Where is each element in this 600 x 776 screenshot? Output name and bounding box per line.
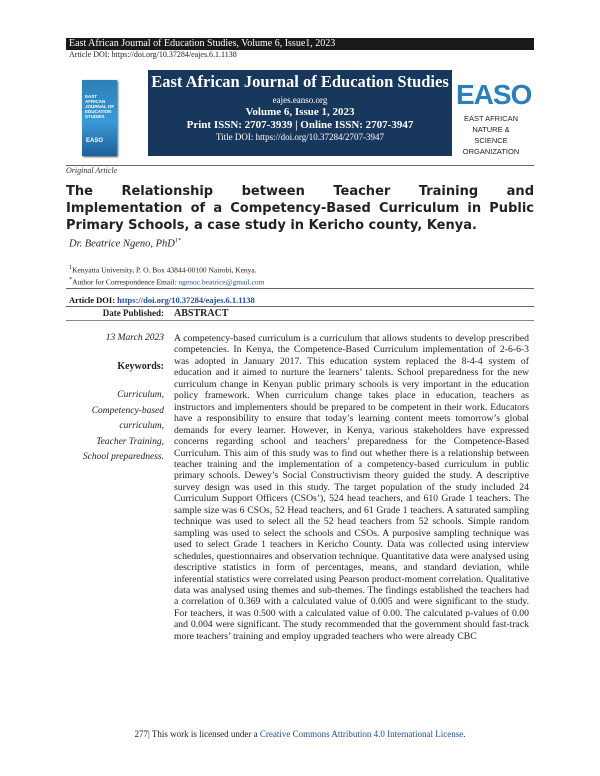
organization-name	[456, 113, 526, 157]
journal-website[interactable]: eajes.eanso.org	[272, 95, 328, 105]
divider	[66, 165, 534, 166]
article-type: Original Article	[66, 166, 118, 175]
keyword: Competency-based curriculum,	[91, 405, 164, 431]
corr-superscript: *	[69, 276, 73, 283]
org-line: NATURE &	[472, 125, 510, 134]
article-doi	[69, 295, 255, 305]
correspondence-email[interactable]: ngenoc.beatrice@gmail.com	[178, 277, 265, 287]
volume-issue: Volume 6, Issue 1, 2023	[245, 106, 355, 118]
keyword: School preparedness.	[82, 452, 164, 462]
author-line	[69, 238, 181, 250]
correspondence-line	[69, 275, 264, 287]
article-doi-header: Article DOI: https://doi.org/10.37284/eajes.6.1.1138	[69, 50, 237, 59]
issn-line: Print ISSN: 2707-3939 | Online ISSN: 2707-3947	[186, 119, 414, 131]
affiliation-line	[69, 263, 264, 275]
journal-header-bar	[66, 38, 534, 50]
journal-title: East African Journal of Education Studies	[151, 72, 449, 91]
org-line: EAST AFRICAN	[463, 114, 519, 123]
date-published-label: Date Published:	[102, 308, 164, 318]
license-prefix: | This work is licensed under a	[147, 729, 260, 739]
license-suffix: .	[463, 729, 466, 739]
page-footer	[0, 729, 600, 739]
title-doi[interactable]: Title DOI: https://doi.org/10.37284/2707-3947	[215, 132, 384, 142]
page-number: 277	[134, 729, 148, 739]
article-title: The Relationship between Teacher Training and Implementation of a Competency-Based Curriculum in Public Primary Schools, a case study in Kericho county, Kenya.	[66, 184, 534, 233]
abstract-heading: ABSTRACT	[174, 308, 229, 319]
divider	[66, 306, 534, 307]
keywords-list	[66, 388, 164, 466]
correspondence-label: Author for Correspondence Email:	[72, 277, 179, 287]
easo-logo: EASO	[456, 79, 532, 110]
journal-header-text: East African Journal of Education Studies, Volume 6, Issue1, 2023	[69, 38, 336, 49]
article-doi-link[interactable]: https://doi.org/10.37284/eajes.6.1.1138	[117, 295, 255, 305]
keyword: Teacher Training,	[96, 436, 164, 447]
abstract-text: A competency-based curriculum is a curriculum that allows students to develop prescribed competencies. In Kenya, the Competence-Based Curriculum implementation of 2-6-6-3 was adopted in January 2017. This education system replaced the 8-4-4 system of education and it aimed to nurture the learners’ talents. School preparedness for the new curriculum change in Kenyan public primary schools is very important in the education policy framework. When curriculum change takes place in education, teachers as instructors and implementers should be prepared to be competent in their work. Educators have a responsibility to ensure that today’s learning content meets tomorrow’s global demands for every learner. However, in Kenya, various stakeholders have expressed concerns regarding school and teachers’ preparedness for the Competence-Based Curriculum. This aim of this study was to find out whether there is a relationship between teacher training and the implementation of a competency-based curriculum in public primary schools. Dewey’s Social Constructivism theory guided the study. A descriptive survey design was used in this study. The target population of the study included 24 Curriculum Support Officers (CSOs’), 524 head teachers, and 610 Grade 1 teachers. The sample size was 6 CSOs, 52 Head teachers, and 61 Grade 1 teachers. A saturated sampling technique was used to select all the 52 head teachers from 52 schools. Simple random sampling was used to select the schools and CSOs. A purposive sampling technique was used to select Grade 1 teachers in Kericho County. Data was collected using interview schedules, questionnaires and observation technique. Quantitative data were analysed using descriptive statistics in form of percentages, means, and standard deviation, while inferential statistics were correlated using Pearson product-moment correlation. Qualitative data was analysed using themes and sub-themes. The findings established the teachers had a correlation of 0.369 with a calculated value of 0.005 and were significant to the study. For teachers, it was 0.500 with a calculated value of 0.00. The calculated p-values of 0.00 and 0.004 were significant. The study recommended that the government should fast-track more teachers’ training and employ upgraded teachers who were already CBC	[174, 333, 529, 642]
author-superscript: 1*	[174, 238, 181, 244]
affiliations	[69, 263, 264, 287]
affiliation-text: Kenyatta University, P. O. Box 43844-00100 Nairobi, Kenya.	[72, 265, 257, 275]
keyword: Curriculum,	[117, 390, 164, 400]
cover-title: EAST AFRICAN JOURNAL OF EDUCATION STUDIES	[85, 94, 115, 119]
affil-superscript: 1	[69, 264, 73, 271]
article-doi-label: Article DOI:	[69, 295, 118, 305]
date-published: 13 March 2023	[105, 333, 164, 343]
license-link[interactable]: Creative Commons Attribution 4.0 International License	[259, 729, 464, 739]
org-line: SCIENCE	[474, 136, 508, 145]
journal-cover-image	[82, 80, 117, 156]
journal-info-box	[148, 70, 452, 156]
author-name: Dr. Beatrice Ngeno, PhD	[69, 238, 175, 250]
org-line: ORGANIZATION	[462, 147, 520, 156]
cover-logo: EASO	[86, 138, 104, 144]
divider	[66, 320, 534, 321]
divider	[66, 288, 534, 289]
keywords-label: Keywords:	[117, 361, 164, 372]
